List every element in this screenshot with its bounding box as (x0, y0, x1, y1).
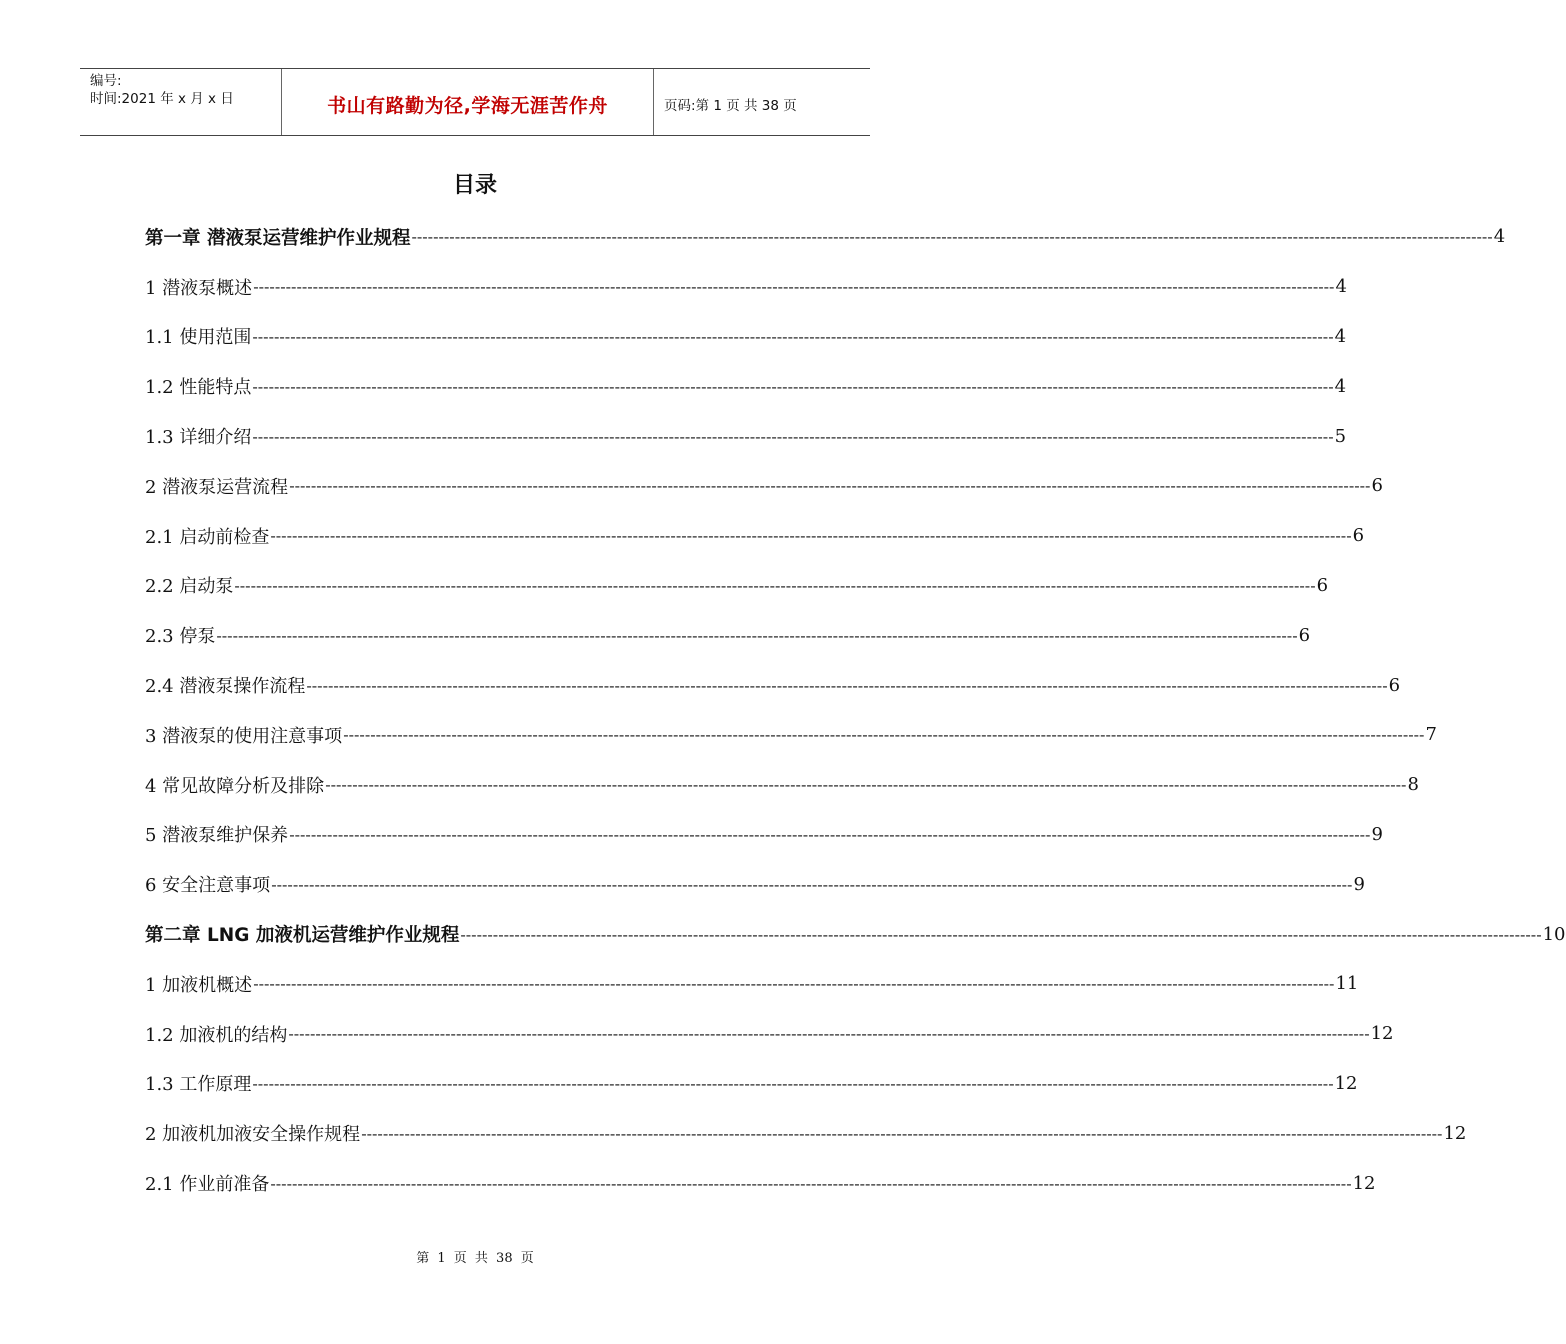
toc-page-number: 6 (1352, 525, 1365, 547)
toc-entry-text: 4 常见故障分析及排除 (145, 775, 325, 797)
toc-leader-dashes: -------------------------------------------------------------------------------------------------------------------------------------------------------------------------------------------------------- (325, 775, 1407, 795)
page-header (80, 68, 870, 136)
toc-entry-text: 1 潜液泵概述 (145, 277, 253, 299)
toc-page-number: 4 (1335, 276, 1347, 298)
toc-page-number: 9 (1353, 873, 1365, 895)
toc-entry[interactable] (145, 1158, 1376, 1208)
toc-entry-text: 2.3 停泵 (145, 626, 216, 648)
toc-entry[interactable] (145, 361, 1347, 411)
toc-leader-dashes: -------------------------------------------------------------------------------------------------------------------------------------------------------------------------------------------------------- (288, 1024, 1370, 1044)
toc-entry[interactable] (145, 312, 1347, 362)
toc-entry-text: 第一章 潜液泵运营维护作业规程 (145, 227, 411, 249)
toc-leader-dashes: -------------------------------------------------------------------------------------------------------------------------------------------------------------------------------------------------------- (289, 824, 1371, 844)
toc-entry[interactable] (145, 561, 1329, 611)
toc-entry[interactable] (145, 461, 1383, 511)
toc-leader-dashes: -------------------------------------------------------------------------------------------------------------------------------------------------------------------------------------------------------- (460, 924, 1542, 944)
toc-leader-dashes: -------------------------------------------------------------------------------------------------------------------------------------------------------------------------------------------------------- (252, 426, 1334, 446)
toc-entry[interactable] (145, 810, 1383, 860)
document-number-label: 编号: (90, 73, 122, 89)
toc-entry[interactable] (145, 1108, 1467, 1158)
toc-entry-text: 1 加液机概述 (145, 974, 253, 996)
toc-chapter-entry[interactable] (145, 909, 1566, 959)
toc-entry[interactable] (145, 411, 1347, 461)
toc-leader-dashes: -------------------------------------------------------------------------------------------------------------------------------------------------------------------------------------------------------- (270, 526, 1352, 546)
toc-page-number: 6 (1316, 574, 1329, 596)
toc-entry[interactable] (145, 859, 1365, 909)
toc-page-number: 4 (1334, 325, 1347, 347)
toc-leader-dashes: -------------------------------------------------------------------------------------------------------------------------------------------------------------------------------------------------------- (411, 227, 1493, 247)
toc-leader-dashes: -------------------------------------------------------------------------------------------------------------------------------------------------------------------------------------------------------- (289, 476, 1371, 496)
toc-page-number: 6 (1298, 624, 1311, 646)
toc-entry-text: 2 加液机加液安全操作规程 (145, 1124, 361, 1146)
toc-page-number: 7 (1425, 724, 1437, 746)
toc-entry-text: 1.2 性能特点 (145, 377, 252, 399)
toc-leader-dashes: -------------------------------------------------------------------------------------------------------------------------------------------------------------------------------------------------------- (361, 1123, 1443, 1143)
toc-entry-text: 2.1 作业前准备 (145, 1174, 270, 1196)
toc-entry[interactable] (145, 710, 1437, 760)
table-of-contents (145, 212, 1566, 1208)
toc-entry-text: 1.1 使用范围 (145, 327, 252, 349)
toc-entry-text: 3 潜液泵的使用注意事项 (145, 725, 343, 747)
toc-entry-text: 6 安全注意事项 (145, 875, 271, 897)
toc-page-number: 4 (1334, 375, 1347, 397)
toc-entry-text: 1.3 详细介绍 (145, 427, 252, 449)
toc-page-number: 12 (1370, 1023, 1394, 1045)
toc-entry-text: 2.4 潜液泵操作流程 (145, 676, 306, 698)
toc-leader-dashes: -------------------------------------------------------------------------------------------------------------------------------------------------------------------------------------------------------- (253, 974, 1335, 994)
toc-leader-dashes: -------------------------------------------------------------------------------------------------------------------------------------------------------------------------------------------------------- (216, 625, 1298, 645)
header-meta (80, 69, 282, 135)
toc-entry[interactable] (145, 1059, 1358, 1109)
toc-page-number: 10 (1542, 923, 1566, 945)
toc-chapter-entry[interactable] (145, 212, 1506, 262)
toc-page-number: 11 (1335, 973, 1359, 995)
toc-entry-text: 2.2 启动泵 (145, 576, 234, 598)
header-page-info: 页码:第 1 页 共 38 页 (664, 98, 797, 114)
toc-entry[interactable] (145, 760, 1419, 810)
toc-leader-dashes: -------------------------------------------------------------------------------------------------------------------------------------------------------------------------------------------------------- (252, 1073, 1334, 1093)
toc-entry[interactable] (145, 262, 1347, 312)
toc-leader-dashes: -------------------------------------------------------------------------------------------------------------------------------------------------------------------------------------------------------- (252, 376, 1334, 396)
toc-leader-dashes: -------------------------------------------------------------------------------------------------------------------------------------------------------------------------------------------------------- (270, 1173, 1352, 1193)
toc-leader-dashes: -------------------------------------------------------------------------------------------------------------------------------------------------------------------------------------------------------- (253, 277, 1335, 297)
toc-entry[interactable] (145, 660, 1401, 710)
toc-entry[interactable] (145, 610, 1311, 660)
toc-entry-text: 1.2 加液机的结构 (145, 1024, 288, 1046)
toc-page-number: 12 (1443, 1122, 1467, 1144)
toc-page-number: 9 (1371, 823, 1383, 845)
toc-page-number: 5 (1334, 425, 1347, 447)
toc-page-number: 8 (1407, 774, 1419, 796)
toc-entry-text: 5 潜液泵维护保养 (145, 825, 289, 847)
toc-entry[interactable] (145, 1009, 1394, 1059)
page-footer: 第 1 页 共 38 页 (416, 1251, 534, 1266)
toc-entry-text: 2.1 启动前检查 (145, 526, 270, 548)
toc-leader-dashes: -------------------------------------------------------------------------------------------------------------------------------------------------------------------------------------------------------- (252, 326, 1334, 346)
toc-page-number: 4 (1493, 226, 1506, 248)
toc-page-number: 12 (1352, 1172, 1376, 1194)
toc-title: 目录 (452, 173, 497, 198)
toc-page-number: 12 (1334, 1072, 1358, 1094)
toc-entry-text: 2 潜液泵运营流程 (145, 476, 289, 498)
toc-page-number: 6 (1371, 475, 1383, 497)
toc-entry-text: 第二章 LNG 加液机运营维护作业规程 (145, 925, 460, 947)
toc-page-number: 6 (1388, 674, 1401, 696)
header-motto: 书山有路勤为径,学海无涯苦作舟 (282, 69, 654, 135)
toc-leader-dashes: -------------------------------------------------------------------------------------------------------------------------------------------------------------------------------------------------------- (271, 874, 1353, 894)
toc-leader-dashes: -------------------------------------------------------------------------------------------------------------------------------------------------------------------------------------------------------- (234, 575, 1316, 595)
toc-entry[interactable] (145, 511, 1365, 561)
toc-entry[interactable] (145, 959, 1359, 1009)
toc-leader-dashes: -------------------------------------------------------------------------------------------------------------------------------------------------------------------------------------------------------- (306, 675, 1388, 695)
document-date: 时间:2021 年 x 月 x 日 (90, 91, 234, 107)
toc-leader-dashes: -------------------------------------------------------------------------------------------------------------------------------------------------------------------------------------------------------- (343, 725, 1425, 745)
toc-entry-text: 1.3 工作原理 (145, 1074, 252, 1096)
